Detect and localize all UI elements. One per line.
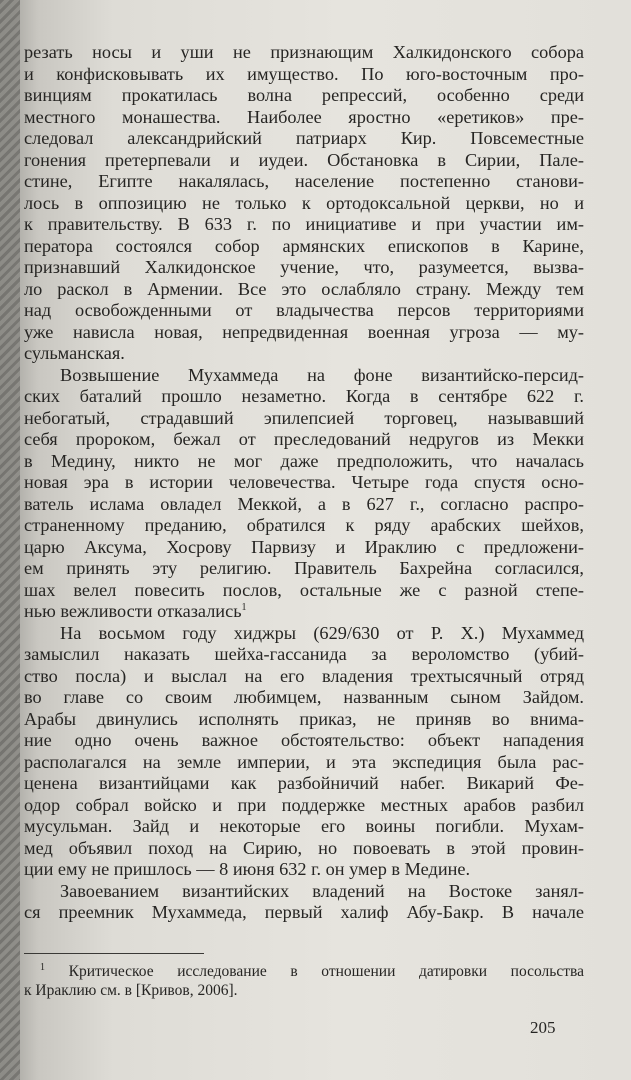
text-line: стине, Египте накалялась, население постепенно станови- bbox=[24, 171, 584, 191]
text-line: Арабы двинулись исполнять приказ, не приняв во внима- bbox=[24, 708, 584, 729]
text-line: новая эра в истории человечества. Четыре года спустя осно- bbox=[24, 472, 584, 492]
text-line: ние одно очень важное обстоятельство: объект нападения bbox=[24, 730, 584, 750]
footnote-reference: 1 bbox=[241, 601, 247, 613]
text-line: небогатый, страдавший эпилепсией торговец, называвший bbox=[24, 407, 584, 428]
text-line: лось в оппозицию не только к ортодоксальной церкви, но и bbox=[24, 192, 584, 213]
text-line: ло раскол в Армении. Все это ослабляло страну. Между тем bbox=[24, 278, 584, 299]
text-line: ся преемник Мухаммеда, первый халиф Абу-Бакр. В начале bbox=[24, 902, 584, 922]
paragraph bbox=[24, 623, 584, 881]
text-line: ство посла) и выслал на его владения трехтысячный отряд bbox=[24, 665, 584, 686]
text-line: страненному преданию, обратился к ряду арабских шейхов, bbox=[24, 515, 584, 535]
text-line: винциям прокатилась волна репрессий, особенно среди bbox=[24, 85, 584, 105]
text-line: к правительству. В 633 г. по инициативе и при участии им- bbox=[24, 214, 584, 234]
text-line: уже нависла новая, непредвиденная военная угроза — му- bbox=[24, 321, 584, 342]
text-line: замыслил наказать шейха-гассанида за вероломство (убий- bbox=[24, 644, 584, 664]
text-line: располагался на земле империи, и эта экспедиция была рас- bbox=[24, 751, 584, 772]
text-line: мед объявил поход на Сирию, но повоевать в этой провин- bbox=[24, 837, 584, 858]
text-line: признавший Халкидонское учение, что, разумеется, вызва- bbox=[24, 257, 584, 277]
text-line: ватель ислама овладел Меккой, а в 627 г., согласно распро- bbox=[24, 493, 584, 514]
text-line: над освобожденными от владычества персов территориями bbox=[24, 300, 584, 320]
text-line: и конфисковывать их имущество. По юго-восточным про- bbox=[24, 63, 584, 84]
footnote-line-2: к Ираклию см. в [Кривов, 2006]. bbox=[24, 982, 238, 999]
text-line: мусульман. Зайд и некоторые его воины погибли. Мухам- bbox=[24, 816, 584, 836]
text-line: ских баталий прошло незаметно. Когда в сентябре 622 г. bbox=[24, 386, 584, 406]
footnote-separator bbox=[24, 953, 204, 954]
footnote bbox=[24, 962, 584, 1000]
main-text bbox=[24, 42, 584, 924]
text-line: себя пророком, бежал от преследований недругов из Мекки bbox=[24, 429, 584, 449]
paragraph bbox=[24, 365, 584, 623]
text-line: шах велел повесить послов, остальные же с разной степе- bbox=[24, 579, 584, 600]
text-line: в Медину, никто не мог даже предположить, что началась bbox=[24, 450, 584, 471]
text-line: следовал александрийский патриарх Кир. Повсеместные bbox=[24, 128, 584, 148]
text-line: На восьмом году хиджры (629/630 от Р. Х.) Мухаммед bbox=[60, 622, 584, 643]
footnote-marker: 1 bbox=[40, 961, 45, 973]
text-line: Возвышение Мухаммеда на фоне византийско-персид- bbox=[60, 364, 584, 385]
text-line: ценена византийцами как разбойничий набег. Викарий Фе- bbox=[24, 773, 584, 793]
text-line: ем принять эту религию. Правитель Бахрейна согласился, bbox=[24, 558, 584, 578]
page-number: 205 bbox=[530, 1018, 556, 1037]
paragraph bbox=[24, 42, 584, 365]
text-line: Завоеванием византийских владений на Востоке занял- bbox=[60, 880, 584, 901]
text-line: гонения претерпевали и иудеи. Обстановка в Сирии, Пале- bbox=[24, 149, 584, 170]
text-line: нью вежливости отказались$^1$ bbox=[24, 601, 247, 621]
text-line: ператора состоялся собор армянских епископов в Карине, bbox=[24, 235, 584, 256]
book-spine-shadow bbox=[0, 0, 20, 1080]
text-line: местного монашества. Наиболее яростно «еретиков» пре- bbox=[24, 106, 584, 127]
text-line: сульманская. bbox=[24, 343, 125, 363]
text-line: царю Аксума, Хосрову Парвизу и Ираклию с предложени- bbox=[24, 536, 584, 557]
text-line: одор собрал войско и при поддержке местных арабов разбил bbox=[24, 794, 584, 815]
paragraph bbox=[24, 881, 584, 924]
text-line: ции ему не пришлось — 8 июня 632 г. он умер в Медине. bbox=[24, 859, 471, 879]
text-line: резать носы и уши не признающим Халкидонского собора bbox=[24, 42, 584, 62]
text-line: во главе со своим любимцем, названным сыном Зайдом. bbox=[24, 687, 584, 707]
footnote-line-1: $^1$ Критическое исследование в отношении датировки посольства bbox=[40, 961, 584, 980]
